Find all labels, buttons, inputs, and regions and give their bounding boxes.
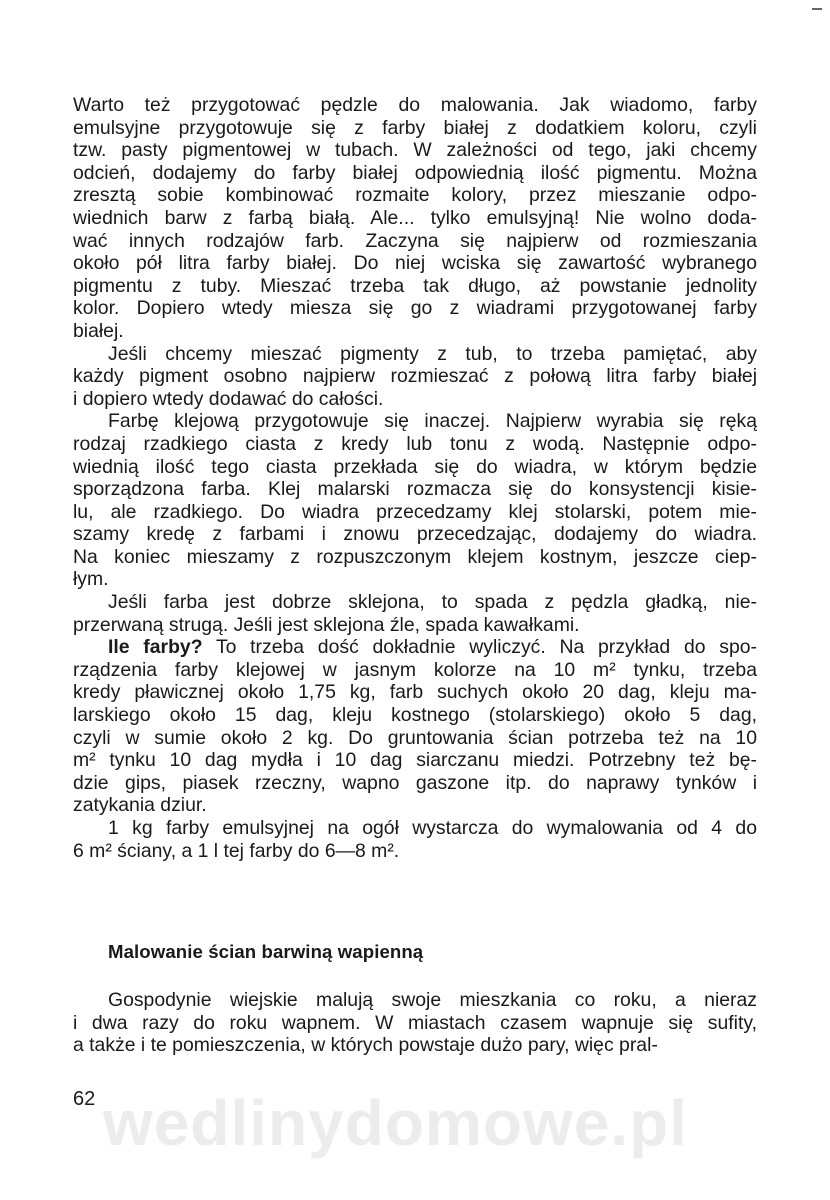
section-body-text — [73, 989, 757, 1057]
text-line: emulsyjne przygotowuje się z farby białej z dodatkiem koloru, czyli — [73, 116, 757, 139]
text-line: wiednich barw z farbą białą. Ale... tylko emulsyjną! Nie wolno doda- — [73, 206, 757, 229]
text-line: tzw. pasty pigmentowej w tubach. W zależności od tego, jaki chcemy — [73, 139, 757, 162]
paragraph-paint-amount — [73, 636, 757, 817]
text-line: czyli w sumie około 2 kg. Do gruntowania ścian potrzeba też na 10 — [73, 726, 757, 749]
text-line: Warto też przygotować pędzle do malowania. Jak wiadomo, farby — [73, 94, 757, 116]
paragraph-emulsion-coverage — [73, 817, 757, 862]
text-line: lu, ale rzadkiego. Do wiadra przecedzamy klej stolarski, potem mie- — [73, 500, 757, 523]
text-line: sporządzona farba. Klej malarski rozmacza się do konsystencji kisie- — [73, 478, 757, 501]
text-line: pigmentu z tuby. Mieszać trzeba tak długo, aż powstanie jednolity — [73, 274, 757, 297]
lead-in-bold: Ile farby? — [108, 636, 203, 659]
text-line: m² tynku 10 dag mydła i 10 dag siarczanu miedzi. Potrzebny też bę- — [73, 749, 757, 772]
paragraph-glue-paint — [73, 410, 757, 591]
text-line: Na koniec mieszamy z rozpuszczonym klejem kostnym, jeszcze ciep- — [73, 545, 757, 568]
text-line: 6 m² ściany, a 1 l tej farby do 6—8 m². — [73, 839, 400, 862]
paragraph-pigment-mixing — [73, 94, 757, 343]
text-line: każdy pigment osobno najpierw rozmieszać z połową litra farby białej — [73, 365, 757, 388]
text-line: zresztą sobie kombinować rozmaite kolory, przez mieszanie odpo- — [73, 184, 757, 207]
watermark: wedlinydomowe.pl — [103, 1087, 688, 1159]
paragraph-pigments-from-tubes — [73, 343, 757, 411]
text-line: 1 kg farby emulsyjnej na ogół wystarcza do wymalowania od 4 do — [108, 817, 757, 839]
section-heading: Malowanie ścian barwiną wapienną — [108, 941, 424, 962]
text-line: Jeśli chcemy mieszać pigmenty z tub, to trzeba pamiętać, aby — [108, 342, 757, 365]
text-line: larskiego około 15 dag, kleju kostnego (stolarskiego) około 5 dag, — [73, 704, 757, 727]
text-line: rodzaj rzadkiego ciasta z kredy lub tonu z wodą. Następnie odpo- — [73, 432, 757, 455]
text-line: kredy pławicznej około 1,75 kg, farb suchych około 20 dag, kleju ma- — [73, 681, 757, 704]
body-text — [73, 94, 757, 862]
text-line: rządzenia farby klejowej w jasnym kolorze na 10 m² tynku, trzeba — [73, 658, 757, 681]
text-line: wiednią ilość tego ciasta przekłada się do wiadra, w którym będzie — [73, 455, 757, 478]
text-line: około pół litra farby białej. Do niej wciska się zawartość wybranego — [73, 252, 757, 275]
text-line: Farbę klejową przygotowuje się inaczej. Najpierw wyrabia się ręką — [108, 410, 757, 433]
text-line: wać innych rodzajów farb. Zaczyna się najpierw od rozmieszania — [73, 229, 757, 252]
text-line: Gospodynie wiejskie malują swoje mieszkania co roku, a nieraz — [108, 989, 757, 1011]
text-line: łym. — [73, 568, 109, 591]
text-line: kolor. Dopiero wtedy miesza się go z wiadrami przygotowanej farby — [73, 297, 757, 320]
text-line: i dwa razy do roku wapnem. W miastach czasem wapnuje się sufity, — [73, 1011, 757, 1034]
text-line: dzie gips, piasek rzeczny, wapno gaszone itp. do naprawy tynków i — [73, 771, 757, 794]
paragraph-lime-painting — [73, 989, 757, 1057]
text-line: zatykania dziur. — [73, 794, 207, 817]
text-line: przerwaną strugą. Jeśli jest sklejona źle, spada kawałkami. — [73, 613, 580, 636]
text-line: a także i te pomieszczenia, w których powstaje dużo pary, więc pral- — [73, 1034, 658, 1057]
text-line: odcień, dodajemy do farby białej odpowiednią ilość pigmentu. Można — [73, 161, 757, 184]
text-line: szamy kredę z farbami i znowu przecedzając, dodajemy do wiadra. — [73, 523, 757, 546]
text-line: Ile farby? To trzeba dość dokładnie wyliczyć. Na przykład do spo- — [108, 636, 757, 659]
scan-edge-mark — [812, 8, 822, 10]
page-number: 62 — [73, 1088, 96, 1110]
paragraph-paint-consistency — [73, 591, 757, 636]
text-line: Jeśli farba jest dobrze sklejona, to spada z pędzla gładką, nie- — [108, 591, 757, 614]
text-line: białej. — [73, 319, 124, 342]
text-line: i dopiero wtedy dodawać do całości. — [73, 387, 384, 410]
